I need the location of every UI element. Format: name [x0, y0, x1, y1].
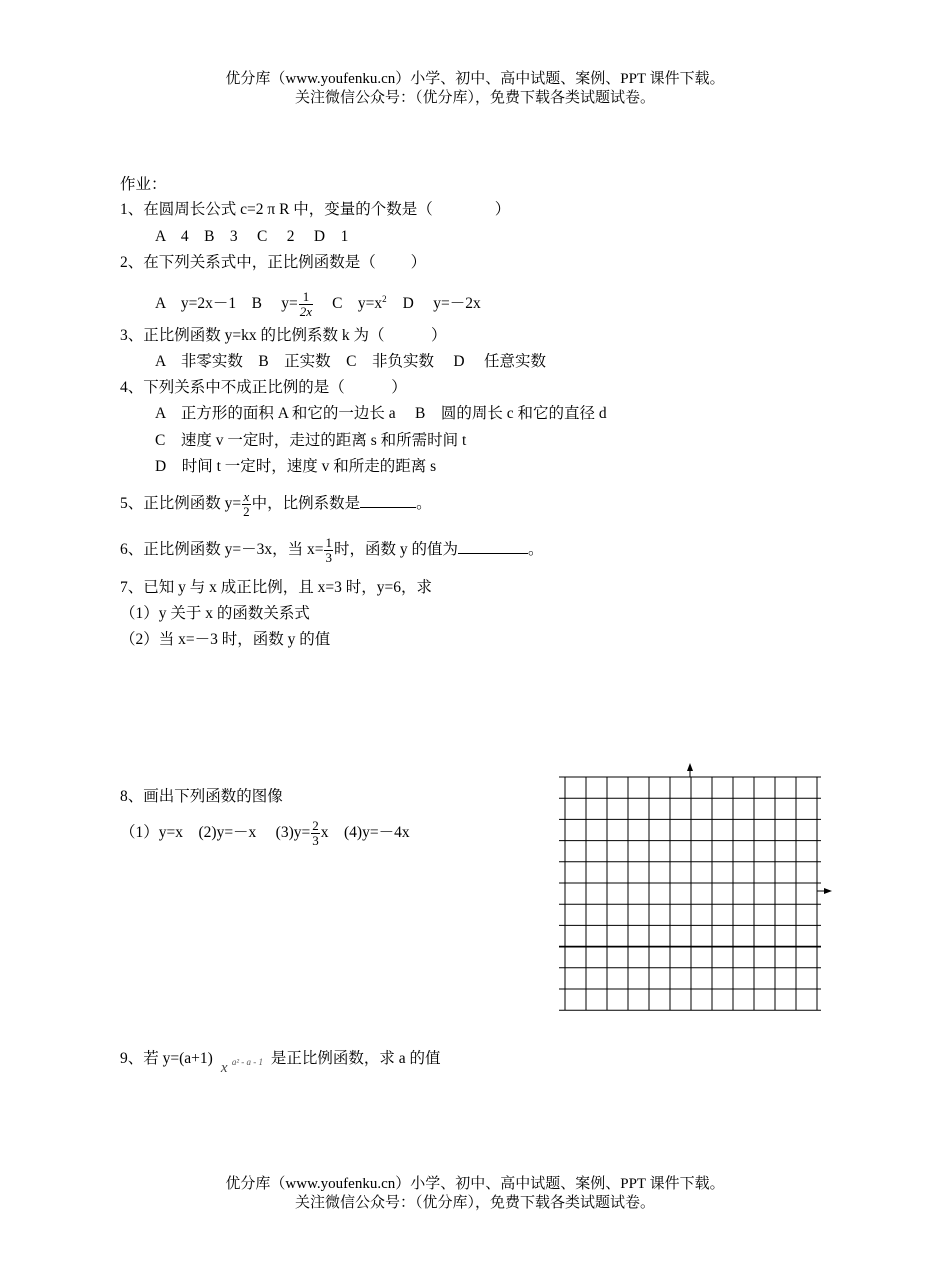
x-axis-arrow-icon [824, 888, 832, 894]
q7-stem: 7、已知 y 与 x 成正比例，且 x=3 时，y=6，求 [120, 579, 432, 596]
q5-post: 中，比例系数是 [251, 495, 361, 512]
q9-exponent-expression [213, 1043, 271, 1076]
q9-base: x [220, 1060, 228, 1076]
q2-frac-den: 2x [299, 304, 313, 320]
q5-fraction [242, 490, 251, 519]
header-line-2: 关注微信公众号：（优分库），免费下载各类试题试卷。 [294, 90, 655, 106]
q6-fraction [324, 536, 333, 565]
footer-line-1: 优分库（www.youfenku.cn）小学、初中、高中试题、案例、PPT 课件下载。 [225, 1176, 725, 1192]
q8-frac-den: 3 [312, 832, 319, 848]
q2-stem: 2、在下列关系式中，正比例函数是（ ） [120, 254, 427, 271]
q8-frac-num: 2 [312, 817, 319, 833]
q8-functions-b: x (4)y=－4x [320, 824, 410, 841]
q8-functions [120, 814, 410, 852]
q9-power: a² - a - 1 [231, 1057, 264, 1067]
q4-stem: 4、下列关系中不成正比例的是（ ） [120, 379, 407, 396]
q3-stem: 3、正比例函数 y=kx 的比例系数 k 为（ ） [120, 327, 447, 344]
q9-post: 是正比例函数，求 a 的值 [270, 1050, 441, 1067]
q4-option-c: C 速度 v 一定时，走过的距离 s 和所需时间 t [155, 432, 467, 449]
q6-frac-den: 3 [325, 549, 332, 565]
q5-end: 。 [416, 495, 432, 512]
q4-option-d: D 时间 t 一定时，速度 v 和所走的距离 s [155, 458, 437, 475]
q2-option-d: D y=－2x [402, 295, 481, 313]
q3-options: A 非零实数 B 正实数 C 非负实数 D 任意实数 [155, 353, 546, 370]
q5-answer-blank[interactable] [360, 493, 416, 508]
q8-functions-a: （1）y=x (2)y=－x (3)y= [120, 824, 311, 841]
q2-option-ab: A y=2x－1 B y= [155, 295, 298, 313]
q1-stem: 1、在圆周长公式 c=2 π R 中，变量的个数是（ ） [120, 201, 511, 218]
footer-line-2: 关注微信公众号：（优分库），免费下载各类试题试卷。 [294, 1195, 655, 1211]
q7-part-2: （2）当 x=－3 时，函数 y 的值 [120, 631, 331, 648]
q2-option-c-sup: 2 [382, 294, 387, 304]
q4-option-ab: A 正方形的面积 A 和它的一边长 a B 圆的周长 c 和它的直径 d [155, 405, 607, 422]
q6-pre: 6、正比例函数 y=－3x，当 x= [120, 541, 324, 558]
q6-end: 。 [528, 541, 544, 558]
q8-stem: 8、画出下列函数的图像 [120, 788, 283, 805]
q2-fraction [299, 290, 313, 319]
q2-option-c: C y=x [332, 295, 383, 313]
coordinate-grid [555, 760, 840, 1018]
q5-frac-den: 2 [243, 503, 250, 519]
y-axis-arrow-icon [687, 763, 693, 771]
q8-fraction [311, 819, 320, 848]
q2-options [155, 280, 481, 323]
q6-frac-num: 1 [325, 534, 332, 550]
q7-part-1: （1）y 关于 x 的函数关系式 [120, 605, 310, 622]
q5-frac-num: x [243, 488, 250, 504]
q9-line [120, 1043, 441, 1076]
homework-title: 作业： [120, 176, 167, 193]
q5-line [120, 485, 432, 523]
q6-answer-blank[interactable] [458, 539, 528, 554]
q1-options: A 4 B 3 C 2 D 1 [155, 228, 349, 245]
q9-pre: 9、若 y=(a+1) [120, 1050, 213, 1067]
q6-line [120, 531, 544, 569]
header-line-1: 优分库（www.youfenku.cn）小学、初中、高中试题、案例、PPT 课件下载。 [225, 71, 725, 87]
q6-post: 时，函数 y 的值为 [333, 541, 458, 558]
q5-pre: 5、正比例函数 y= [120, 495, 242, 512]
q2-frac-num: 1 [299, 290, 313, 305]
